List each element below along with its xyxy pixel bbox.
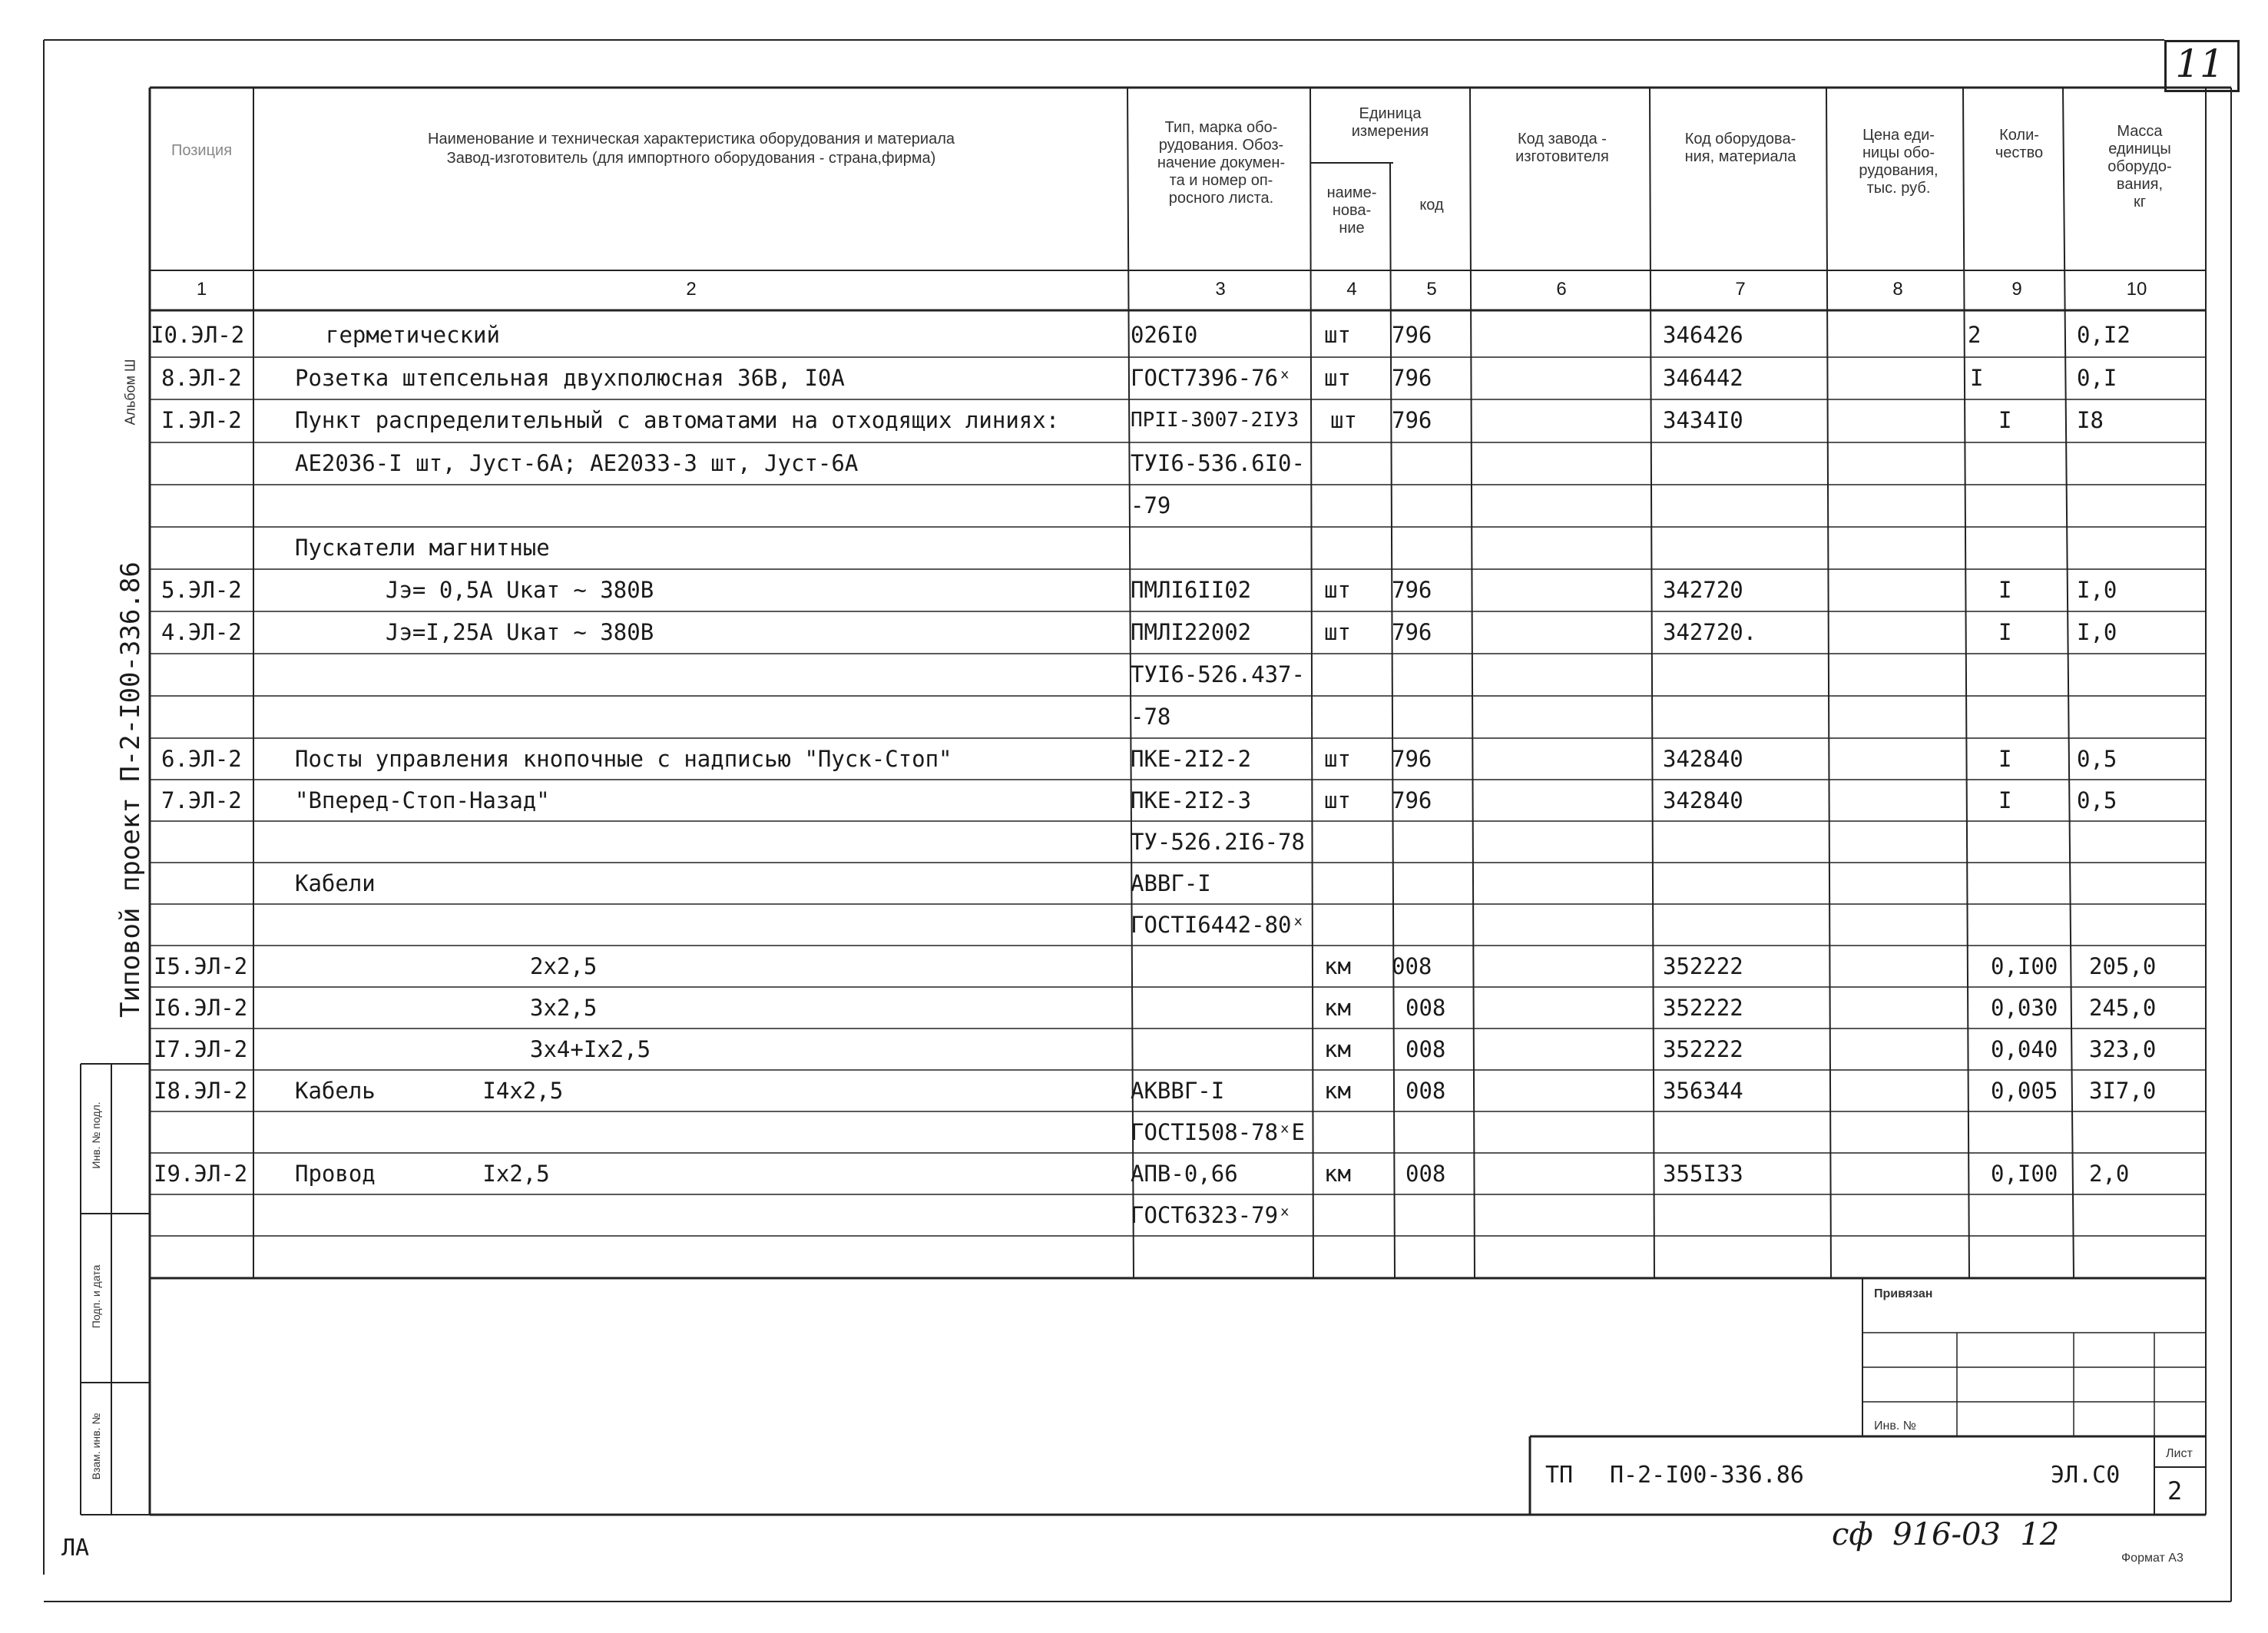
row-quantity: 0,005 bbox=[1991, 1078, 2058, 1104]
sheet-number: 2 bbox=[2167, 1476, 2183, 1505]
header-col7 bbox=[1653, 131, 1828, 166]
row-unit: шт bbox=[1324, 619, 1351, 645]
row-unit: шт bbox=[1324, 746, 1351, 772]
row-material-code: 3434I0 bbox=[1663, 407, 1743, 433]
row-unit: шт bbox=[1324, 787, 1351, 813]
row-position: I9.ЭЛ-2 bbox=[154, 1161, 248, 1187]
row-unit: шт bbox=[1324, 322, 1351, 348]
row-name: Посты управления кнопочные с надписью "Пуск-Стоп" bbox=[295, 746, 952, 772]
doc-prefix: ТП bbox=[1545, 1462, 1574, 1489]
header-col9-line: Коли- bbox=[1999, 127, 2039, 144]
row-unit-code: 008 bbox=[1405, 1161, 1446, 1187]
row-mass: 3I7,0 bbox=[2089, 1078, 2157, 1104]
row-unit: км bbox=[1324, 1078, 1351, 1104]
header-unit-group bbox=[1313, 105, 1467, 141]
row-material-code: 342840 bbox=[1663, 787, 1743, 813]
row-unit: км bbox=[1324, 995, 1351, 1021]
row-position: 6.ЭЛ-2 bbox=[161, 746, 242, 772]
header-col7-line: Код оборудова- bbox=[1684, 131, 1796, 147]
header-col3 bbox=[1133, 119, 1309, 207]
col-number: 6 bbox=[1556, 279, 1567, 300]
row-material-code: 342720 bbox=[1663, 577, 1743, 603]
row-unit-code: 796 bbox=[1392, 322, 1432, 348]
header-col7-line: ния, материала bbox=[1684, 148, 1796, 165]
row-name: Кабели bbox=[295, 870, 376, 896]
row-quantity: I bbox=[1998, 407, 2012, 433]
header-col4-line: нова- bbox=[1332, 202, 1372, 219]
row-position: 4.ЭЛ-2 bbox=[161, 619, 242, 645]
row-type: АПВ-0,66 bbox=[1131, 1161, 1238, 1187]
row-type: ПКЕ-2I2-2 bbox=[1131, 746, 1252, 772]
row-unit: шт bbox=[1330, 407, 1357, 433]
row-type: ПКЕ-2I2-3 bbox=[1131, 787, 1252, 813]
header-col3-line: та и номер оп- bbox=[1169, 172, 1273, 189]
col-number: 9 bbox=[2011, 279, 2022, 300]
row-name: Пункт распределительный с автоматами на отходящих линиях: bbox=[295, 407, 1060, 433]
row-mass: 0,I bbox=[2077, 365, 2117, 391]
row-mass: 0,5 bbox=[2077, 746, 2117, 772]
side-stamp-sign-text: Подп. и дата bbox=[90, 1264, 102, 1329]
row-unit: км bbox=[1324, 1036, 1351, 1062]
row-type: ГОСТI508-78ˣE bbox=[1131, 1119, 1305, 1145]
row-unit: шт bbox=[1324, 577, 1351, 603]
header-col6-line: изготовителя bbox=[1515, 148, 1609, 165]
header-unit-line: измерения bbox=[1351, 123, 1429, 140]
row-mass: I,0 bbox=[2077, 577, 2117, 603]
header-col10 bbox=[2074, 123, 2206, 211]
header-col2-line1: Наименование и техническая характеристика оборудования и материала bbox=[428, 131, 955, 147]
row-name: Jэ= 0,5А Uкат ~ 380В bbox=[386, 577, 654, 603]
row-position: I7.ЭЛ-2 bbox=[154, 1036, 248, 1062]
header-col4-line: наиме- bbox=[1326, 184, 1377, 201]
header-col6-line: Код завода - bbox=[1518, 131, 1607, 147]
row-material-code: 352222 bbox=[1663, 995, 1743, 1021]
row-unit-code: 796 bbox=[1392, 746, 1432, 772]
header-col8-line: Цена еди- bbox=[1862, 127, 1935, 144]
header-col3-line: рудования. Обоз- bbox=[1158, 137, 1284, 154]
row-name: АЕ2036-I шт, Jуст-6А; АЕ2033-3 шт, Jуст-6А bbox=[295, 450, 859, 476]
row-quantity: I bbox=[1998, 619, 2012, 645]
row-quantity: I bbox=[1998, 746, 2012, 772]
row-unit-code: 796 bbox=[1392, 619, 1432, 645]
header-col4 bbox=[1313, 184, 1390, 237]
header-col10-line: вания, bbox=[2116, 176, 2164, 193]
col-number: 5 bbox=[1426, 279, 1437, 300]
row-mass: I8 bbox=[2077, 407, 2104, 433]
header-col10-line: единицы bbox=[2108, 141, 2171, 157]
row-unit-code: 008 bbox=[1405, 1036, 1446, 1062]
row-material-code: 355I33 bbox=[1663, 1161, 1743, 1187]
row-position: I6.ЭЛ-2 bbox=[154, 995, 248, 1021]
row-type: ТУI6-536.6I0- bbox=[1131, 450, 1305, 476]
row-material-code: 356344 bbox=[1663, 1078, 1743, 1104]
col-number: 2 bbox=[686, 279, 697, 300]
col-number: 10 bbox=[2126, 279, 2147, 300]
header-col9-line: чество bbox=[1995, 144, 2044, 161]
row-name: герметический bbox=[326, 322, 500, 348]
row-name: 3х4+Iх2,5 bbox=[530, 1036, 651, 1062]
row-type: ТУI6-526.437- bbox=[1131, 661, 1305, 687]
header-col8-line: тыс. руб. bbox=[1866, 180, 1931, 197]
bottom-left-mark: ЛА bbox=[61, 1535, 90, 1562]
header-col1: Позиция bbox=[171, 142, 233, 159]
header-col8 bbox=[1831, 127, 1966, 197]
row-material-code: 346442 bbox=[1663, 365, 1743, 391]
row-mass: 0,I2 bbox=[2077, 322, 2131, 348]
col-number: 4 bbox=[1346, 279, 1357, 300]
row-type: ГОСТ6323-79ˣ bbox=[1131, 1202, 1292, 1228]
row-position: 8.ЭЛ-2 bbox=[161, 365, 242, 391]
side-stamp-inv-text: Инв. № подл. bbox=[90, 1101, 102, 1169]
header-col4-line: ние bbox=[1339, 220, 1365, 237]
row-position: 5.ЭЛ-2 bbox=[161, 577, 242, 603]
row-quantity: I bbox=[1998, 577, 2012, 603]
col-number: 8 bbox=[1892, 279, 1903, 300]
row-quantity: 0,040 bbox=[1991, 1036, 2058, 1062]
doc-code: ЭЛ.С0 bbox=[2051, 1462, 2121, 1489]
row-unit-code: 796 bbox=[1392, 365, 1432, 391]
row-type: -78 bbox=[1131, 704, 1171, 730]
header-col5: код bbox=[1419, 197, 1444, 214]
bound-label: Привязан bbox=[1874, 1287, 1933, 1300]
row-type: ПМЛI6II02 bbox=[1131, 577, 1252, 603]
format-label: Формат А3 bbox=[2121, 1552, 2184, 1565]
row-name: Jэ=I,25А Uкат ~ 380В bbox=[386, 619, 654, 645]
row-type: ПМЛI22002 bbox=[1131, 619, 1252, 645]
row-unit: км bbox=[1324, 1161, 1351, 1187]
row-unit-code: 008 bbox=[1392, 953, 1432, 979]
header-col8-line: ницы обо- bbox=[1862, 144, 1935, 161]
header-col10-line: оборудо- bbox=[2107, 158, 2172, 175]
row-quantity: I bbox=[1970, 365, 1984, 391]
row-position: I8.ЭЛ-2 bbox=[154, 1078, 248, 1104]
row-position: I.ЭЛ-2 bbox=[161, 407, 242, 433]
row-material-code: 352222 bbox=[1663, 1036, 1743, 1062]
row-mass: 323,0 bbox=[2089, 1036, 2157, 1062]
row-name: Провод Iх2,5 bbox=[295, 1161, 550, 1187]
row-mass: 205,0 bbox=[2089, 953, 2157, 979]
row-unit: шт bbox=[1324, 365, 1351, 391]
header-col2-line2: Завод-изготовитель (для импортного оборудования - страна,фирма) bbox=[446, 150, 936, 167]
side-album-label-text: Альбом Ш bbox=[122, 359, 138, 426]
header-col3-line: росного листа. bbox=[1168, 190, 1274, 207]
row-quantity: 0,I00 bbox=[1991, 1161, 2058, 1187]
row-material-code: 342840 bbox=[1663, 746, 1743, 772]
header-unit-line: Единица bbox=[1359, 105, 1422, 122]
side-stamp-replace-text: Взам. инв. № bbox=[90, 1413, 102, 1480]
row-quantity: 0,I00 bbox=[1991, 953, 2058, 979]
row-unit-code: 796 bbox=[1392, 577, 1432, 603]
row-name: 2х2,5 bbox=[530, 953, 598, 979]
row-position: I0.ЭЛ-2 bbox=[151, 322, 245, 348]
side-stamp-replace-label bbox=[42, 1413, 150, 1480]
col-number: 3 bbox=[1215, 279, 1226, 300]
col-number: 7 bbox=[1735, 279, 1746, 300]
row-name: Розетка штепсельная двухполюсная 36В, I0А bbox=[295, 365, 845, 391]
row-type: АВВГ-I bbox=[1131, 870, 1211, 896]
row-position: 7.ЭЛ-2 bbox=[161, 787, 242, 813]
header-col6 bbox=[1475, 131, 1650, 166]
header-col8-line: рудования, bbox=[1859, 162, 1939, 179]
header-col10-line: кг bbox=[2133, 194, 2147, 210]
row-mass: I,0 bbox=[2077, 619, 2117, 645]
side-project-title-text: Типовой проект П-2-I00-336.86 bbox=[115, 561, 146, 1018]
header-col10-line: Масса bbox=[2117, 123, 2163, 140]
row-name: 3х2,5 bbox=[530, 995, 598, 1021]
side-stamp-inv-label bbox=[42, 1101, 150, 1169]
row-material-code: 346426 bbox=[1663, 322, 1743, 348]
side-stamp-sign-label bbox=[42, 1264, 150, 1329]
row-type: АКВВГ-I bbox=[1131, 1078, 1225, 1104]
row-quantity: 2 bbox=[1968, 322, 1982, 348]
row-unit-code: 008 bbox=[1405, 1078, 1446, 1104]
header-col3-line: Тип, марка обо- bbox=[1164, 119, 1278, 136]
row-name: Кабель I4х2,5 bbox=[295, 1078, 564, 1104]
row-unit-code: 796 bbox=[1392, 407, 1432, 433]
row-mass: 245,0 bbox=[2089, 995, 2157, 1021]
header-col9 bbox=[1969, 127, 2069, 162]
row-material-code: 342720. bbox=[1663, 619, 1757, 645]
corner-sheet-number: 11 bbox=[2175, 41, 2224, 86]
row-unit-code: 008 bbox=[1405, 995, 1446, 1021]
row-type: 026I0 bbox=[1131, 322, 1198, 348]
row-unit: км bbox=[1324, 953, 1351, 979]
row-type: ГОСТI6442-80ˣ bbox=[1131, 912, 1305, 938]
row-material-code: 352222 bbox=[1663, 953, 1743, 979]
row-type: -79 bbox=[1131, 492, 1171, 518]
row-unit-code: 796 bbox=[1392, 787, 1432, 813]
row-type: ПРII-3007-2IУ3 bbox=[1131, 409, 1300, 432]
row-mass: 2,0 bbox=[2089, 1161, 2130, 1187]
col-number: 1 bbox=[196, 279, 207, 300]
row-name: "Вперед-Стоп-Назад" bbox=[295, 787, 550, 813]
row-name: Пускатели магнитные bbox=[295, 535, 550, 561]
sheet-label: Лист bbox=[2166, 1447, 2193, 1460]
doc-number: П-2-I00-336.86 bbox=[1610, 1462, 1804, 1489]
header-col3-line: начение докумен- bbox=[1157, 154, 1286, 171]
handwritten-code: сф 916-03 12 bbox=[1832, 1517, 2060, 1552]
inv-label: Инв. № bbox=[1874, 1419, 1916, 1433]
row-type: ГОСТ7396-76ˣ bbox=[1131, 365, 1292, 391]
row-position: I5.ЭЛ-2 bbox=[154, 953, 248, 979]
row-quantity: I bbox=[1998, 787, 2012, 813]
row-mass: 0,5 bbox=[2077, 787, 2117, 813]
row-type: ТУ-526.2I6-78 bbox=[1131, 829, 1305, 855]
row-quantity: 0,030 bbox=[1991, 995, 2058, 1021]
